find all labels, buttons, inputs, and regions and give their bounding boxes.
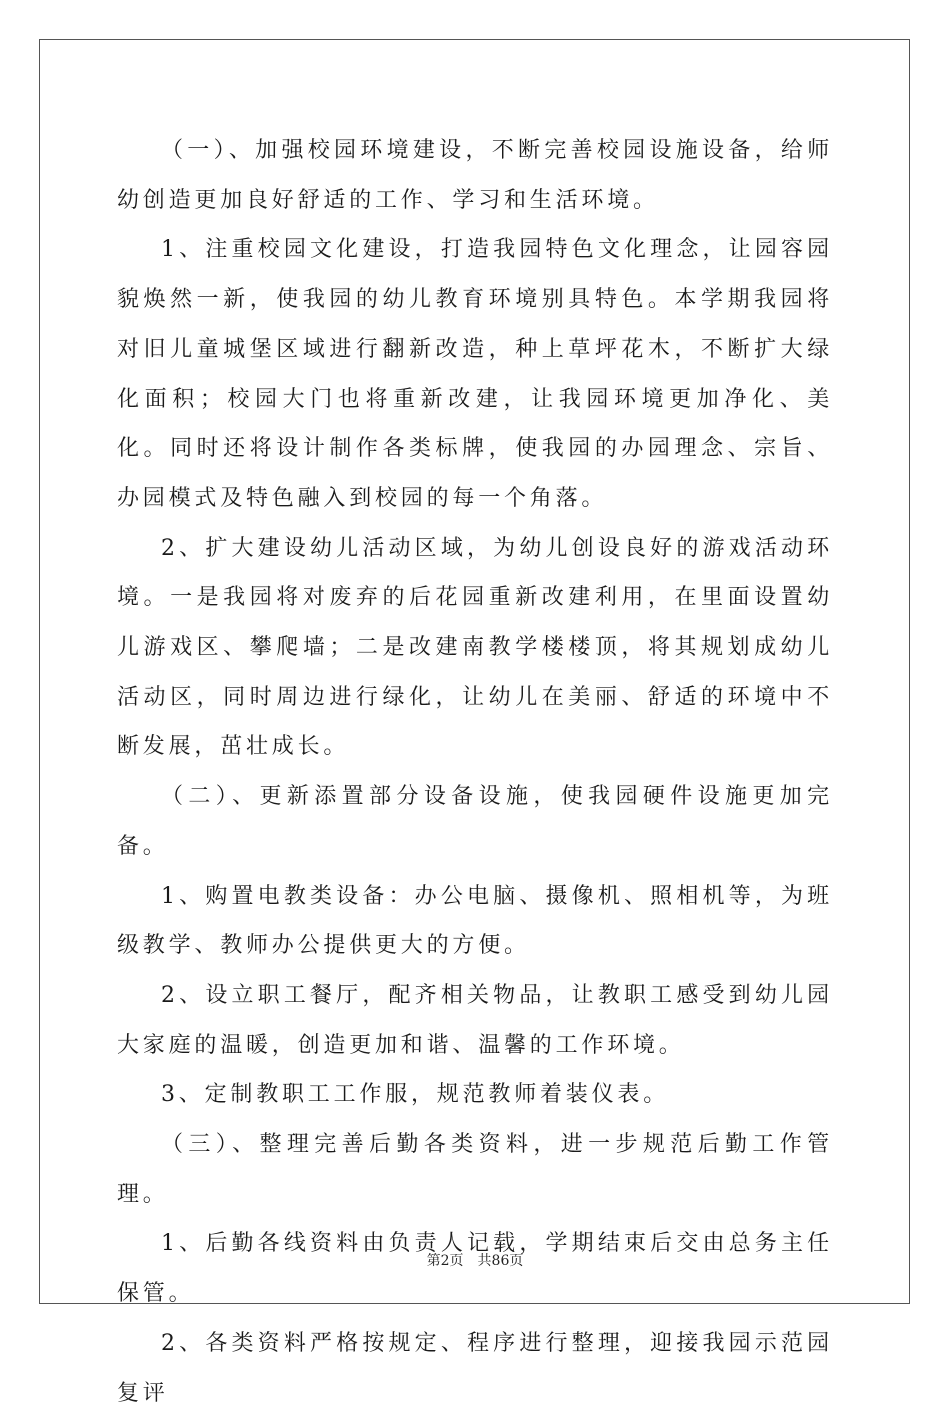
- page-footer: [0, 1250, 950, 1270]
- paragraph: 2、设立职工餐厅，配齐相关物品，让教职工感受到幼儿园大家庭的温暖，创造更加和谐、温馨的工作环境。: [117, 982, 833, 1058]
- page-number: 第2页: [426, 1253, 464, 1269]
- paragraph: 1、注重校园文化建设，打造我园特色文化理念，让园容园貌焕然一新，使我园的幼儿教育环境别具特色。本学期我园将对旧儿童城堡区域进行翻新改造，种上草坪花木，不断扩大绿化面积；校园大门也将重新改建，让我园环境更加净化、美化。同时还将设计制作各类标牌，使我园的办园理念、宗旨、办园模式及特色融入到校园的每一个角落。: [117, 237, 833, 511]
- paragraph: 1、购置电教类设备：办公电脑、摄像机、照相机等，为班级教学、教师办公提供更大的方便。: [117, 883, 833, 959]
- paragraph: 2、各类资料严格按规定、程序进行整理，迎接我园示范园复评: [117, 1330, 833, 1406]
- document-body: [117, 126, 833, 1418]
- paragraph: 1、后勤各线资料由负责人记载，学期结束后交由总务主任保管。: [117, 1231, 833, 1307]
- section-heading-1: （一）、加强校园环境建设，不断完善校园设施设备，给师幼创造更加良好舒适的工作、学习和生活环境。: [117, 138, 833, 213]
- page-total: 共86页: [477, 1253, 524, 1269]
- section-heading-3: （三）、整理完善后勤各类资料，进一步规范后勤工作管理。: [117, 1132, 833, 1207]
- paragraph: 3、定制教职工工作服，规范教师着装仪表。: [161, 1082, 669, 1108]
- paragraph: 2、扩大建设幼儿活动区域，为幼儿创设良好的游戏活动环境。一是我园将对废弃的后花园重新改建利用，在里面设置幼儿游戏区、攀爬墙；二是改建南教学楼楼顶，将其规划成幼儿活动区，同时周边进行绿化，让幼儿在美丽、舒适的环境中不断发展，茁壮成长。: [117, 535, 833, 760]
- section-heading-2: （二）、更新添置部分设备设施，使我园硬件设施更加完备。: [117, 784, 833, 859]
